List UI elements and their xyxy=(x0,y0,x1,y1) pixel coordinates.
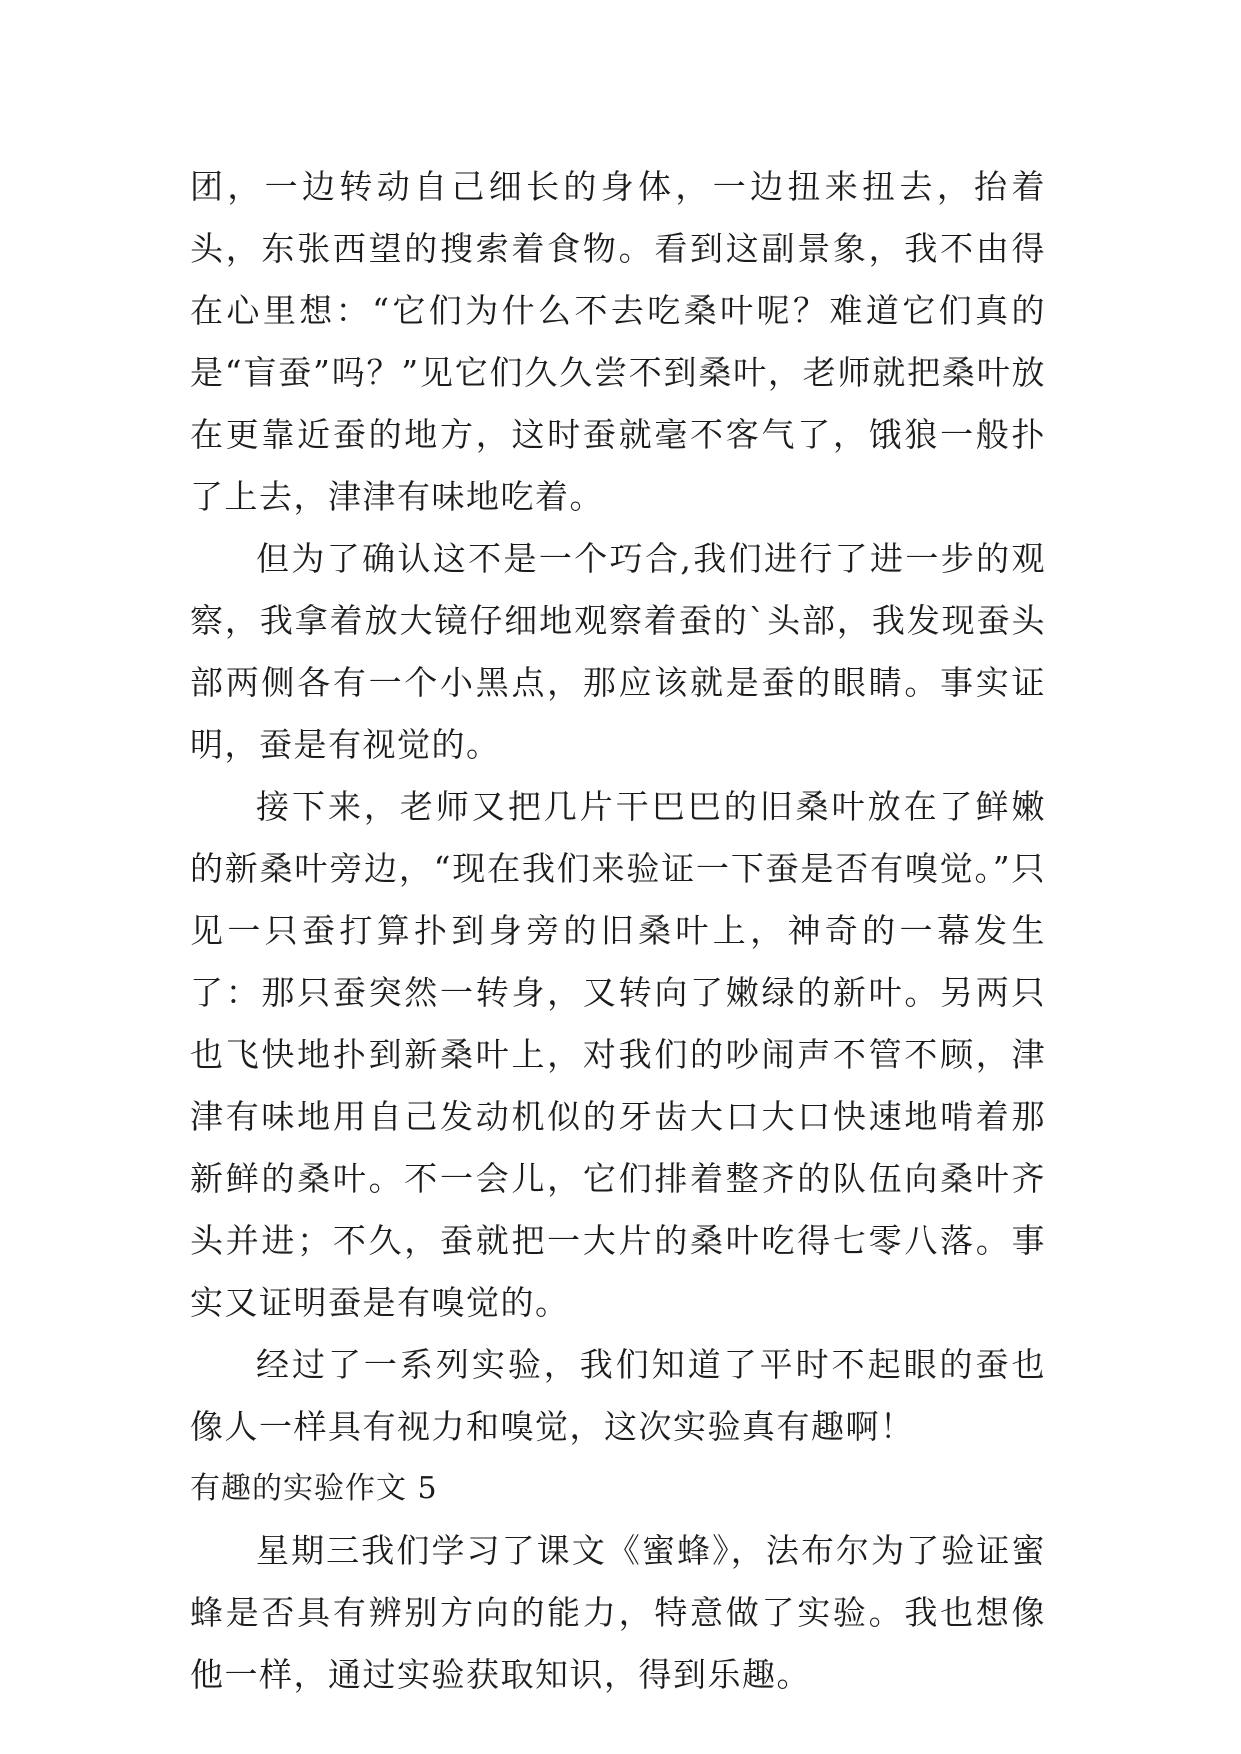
paragraph-vision-observation: 但为了确认这不是一个巧合,我们进行了进一步的观察，我拿着放大镜仔细地观察着蚕的`头部，我发现蚕头部两侧各有一个小黑点，那应该就是蚕的眼睛。事实证明，蚕是有视觉的。 xyxy=(190,539,1046,764)
paragraph-bee-intro: 星期三我们学习了课文《蜜蜂》，法布尔为了验证蜜蜂是否具有辨别方向的能力，特意做了实验。我也想像他一样，通过实验获取知识，得到乐趣。 xyxy=(190,1531,1046,1694)
paragraph-continued: 团，一边转动自己细长的身体，一边扭来扭去，抬着头，东张西望的搜索着食物。看到这副景象，我不由得在心里想：“它们为什么不去吃桑叶呢？难道它们真的是“盲蚕”吗？”见它们久久尝不到桑叶，老师就把桑叶放在更靠近蚕的地方，这时蚕就毫不客气了，饿狼一般扑了上去，津津有味地吃着。 xyxy=(190,167,1046,516)
essay-heading: 有趣的实验作文 5 xyxy=(190,1471,438,1506)
paragraph-conclusion: 经过了一系列实验，我们知道了平时不起眼的蚕也像人一样具有视力和嗅觉，这次实验真有趣啊！ xyxy=(190,1345,1046,1446)
document-body xyxy=(190,156,1046,1706)
paragraph-smell-experiment: 接下来，老师又把几片干巴巴的旧桑叶放在了鲜嫩的新桑叶旁边，“现在我们来验证一下蚕是否有嗅觉。”只见一只蚕打算扑到身旁的旧桑叶上，神奇的一幕发生了：那只蚕突然一转身，又转向了嫩绿的新叶。另两只也飞快地扑到新桑叶上，对我们的吵闹声不管不顾，津津有味地用自己发动机似的牙齿大口大口快速地啃着那新鲜的桑叶。不一会儿，它们排着整齐的队伍向桑叶齐头并进；不久，蚕就把一大片的桑叶吃得七零八落。事实又证明蚕是有嗅觉的。 xyxy=(190,787,1046,1322)
